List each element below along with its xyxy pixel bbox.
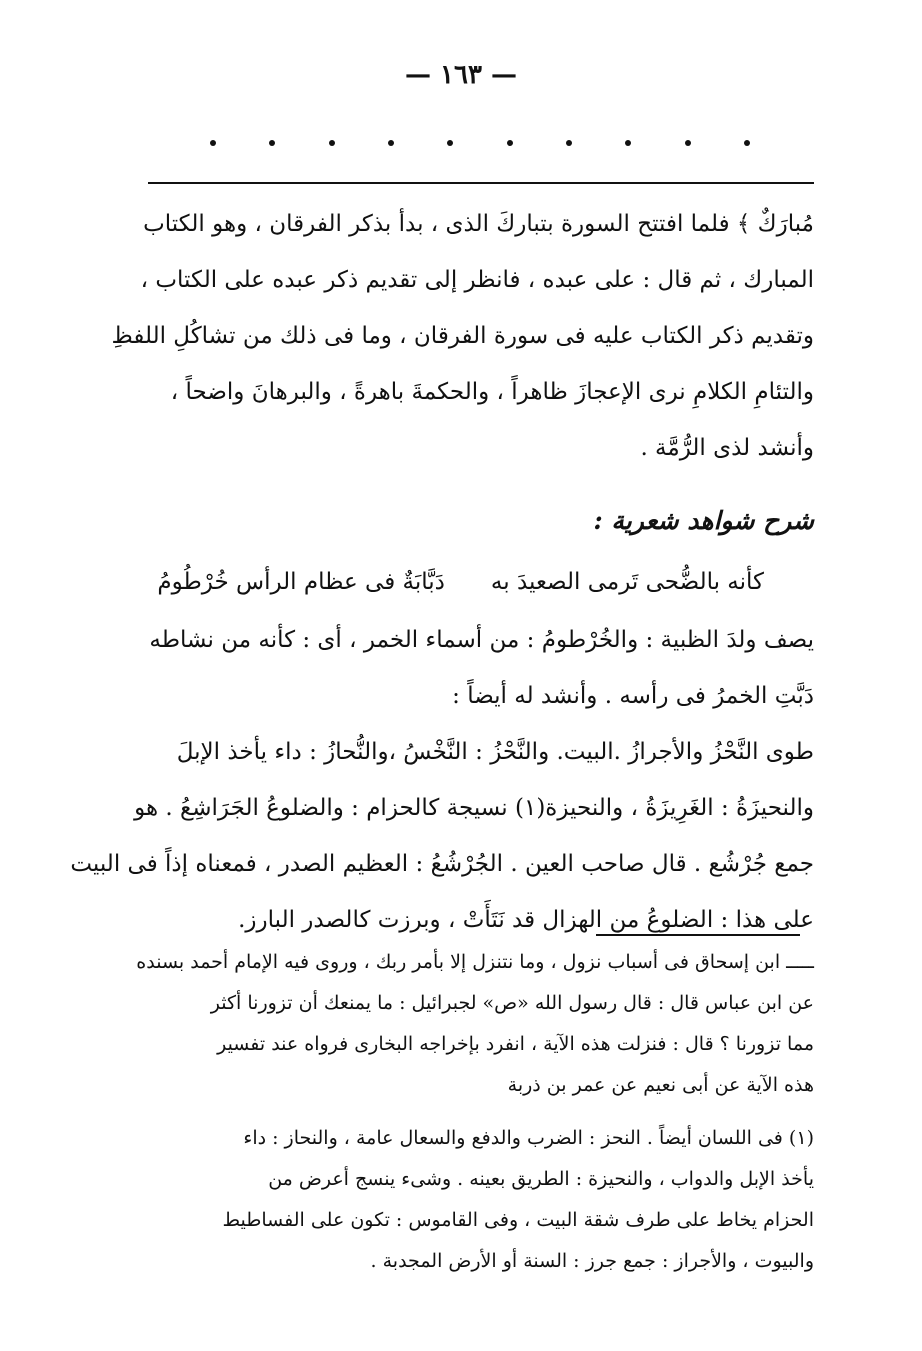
footnote-1-line: يأخذ الإبل والدواب ، والنحيزة : الطريق بعينه . وشىء ينسج أعرض من bbox=[268, 1168, 814, 1190]
commentary-line: والنحيزَةُ : الغَرِيزَةُ ، والنحيزة(١) نسيجة كالحزام : والضلوعُ الجَرَاشِعُ . هو bbox=[134, 795, 814, 821]
separator-dot bbox=[625, 140, 631, 146]
separator-dot bbox=[744, 140, 750, 146]
verse-first-hemistich: كأنه بالضُّحى تَرمى الصعيدَ به bbox=[490, 569, 764, 595]
separator-dot bbox=[210, 140, 216, 146]
footnote-continued-line: هذه الآية عن أبى نعيم عن عمر بن ذربة bbox=[507, 1074, 814, 1096]
separator-dot bbox=[507, 140, 513, 146]
footnote-1-line: (١) فى اللسان أيضاً . النحز : الضرب والدفع والسعال عامة ، والنحاز : داء bbox=[243, 1127, 814, 1149]
verse-second-hemistich: دَبَّابَةٌ فى عظام الرأس خُرْطُومُ bbox=[157, 569, 445, 595]
separator-dot bbox=[388, 140, 394, 146]
body-line: مُبارَكٌ ﴾ فلما افتتح السورة بتباركَ الذى ، بدأ بذكر الفرقان ، وهو الكتاب bbox=[143, 211, 814, 237]
body-line: وأنشد لذى الرُّمَّة . bbox=[640, 435, 814, 461]
ellipsis-dots-separator bbox=[210, 140, 750, 146]
separator-dot bbox=[269, 140, 275, 146]
section-heading: شرح شواهد شعرية : bbox=[593, 506, 814, 535]
separator-dot bbox=[447, 140, 453, 146]
footnote-continued-line: مما تزورنا ؟ قال : فنزلت هذه الآية ، انفرد بإخراجه البخارى فرواه عند تفسير bbox=[217, 1033, 814, 1055]
page-number: — ١٦٣ — bbox=[404, 60, 518, 90]
footnote-rule bbox=[596, 934, 800, 936]
poetry-verse bbox=[148, 552, 814, 612]
separator-dot bbox=[566, 140, 572, 146]
footnote-1-line: والبيوت ، والأجراز : جمع جرز : السنة أو الأرض المجدبة . bbox=[370, 1250, 814, 1272]
body-line: والتئامِ الكلامِ نرى الإعجازَ ظاهراً ، والحكمةَ باهرةً ، والبرهانَ واضحاً ، bbox=[170, 379, 814, 405]
separator-dot bbox=[685, 140, 691, 146]
commentary-line: جمع جُرْشُع . قال صاحب العين . الجُرْشُعُ : العظيم الصدر ، فمعناه إذاً فى البيت bbox=[70, 851, 814, 877]
main-text-block bbox=[70, 196, 814, 948]
commentary-line: طوى النَّحْزُ والأجرازُ .البيت. والنَّحْزُ : النَّخْسُ ،والنُّحازُ : داء يأخذ الإبلَ bbox=[176, 739, 814, 765]
header-rule bbox=[148, 182, 814, 184]
commentary-line: يصف ولدَ الظبية : والخُرْطومُ : من أسماء الخمر ، أى : كأنه من نشاطه bbox=[149, 627, 814, 653]
commentary-line: على هذا : الضلوعُ من الهزال قد نَتَأَتْ ، وبرزت كالصدر البارز. bbox=[238, 907, 814, 933]
commentary-line: دَبَّتِ الخمرُ فى رأسه . وأنشد له أيضاً : bbox=[452, 683, 814, 709]
separator-dot bbox=[329, 140, 335, 146]
footnotes-block bbox=[136, 942, 814, 1282]
footnote-continued-line: ـــــ ابن إسحاق فى أسباب نزول ، وما نتنزل إلا بأمر ربك ، وروى فيه الإمام أحمد بسنده bbox=[136, 951, 814, 973]
body-line: المبارك ، ثم قال : على عبده ، فانظر إلى تقديم ذكر عبده على الكتاب ، bbox=[140, 267, 814, 293]
footnote-continued-line: عن ابن عباس قال : قال رسول الله «ص» لجبرائيل : ما يمنعك أن تزورنا أكثر bbox=[210, 992, 814, 1014]
footnote-1-line: الحزام يخاط على طرف شقة البيت ، وفى القاموس : تكون على الفساطيط bbox=[222, 1209, 814, 1231]
body-line: وتقديم ذكر الكتاب عليه فى سورة الفرقان ، وما فى ذلك من تشاكُلِ اللفظِ bbox=[111, 323, 814, 349]
footnote-gap bbox=[148, 1106, 814, 1118]
